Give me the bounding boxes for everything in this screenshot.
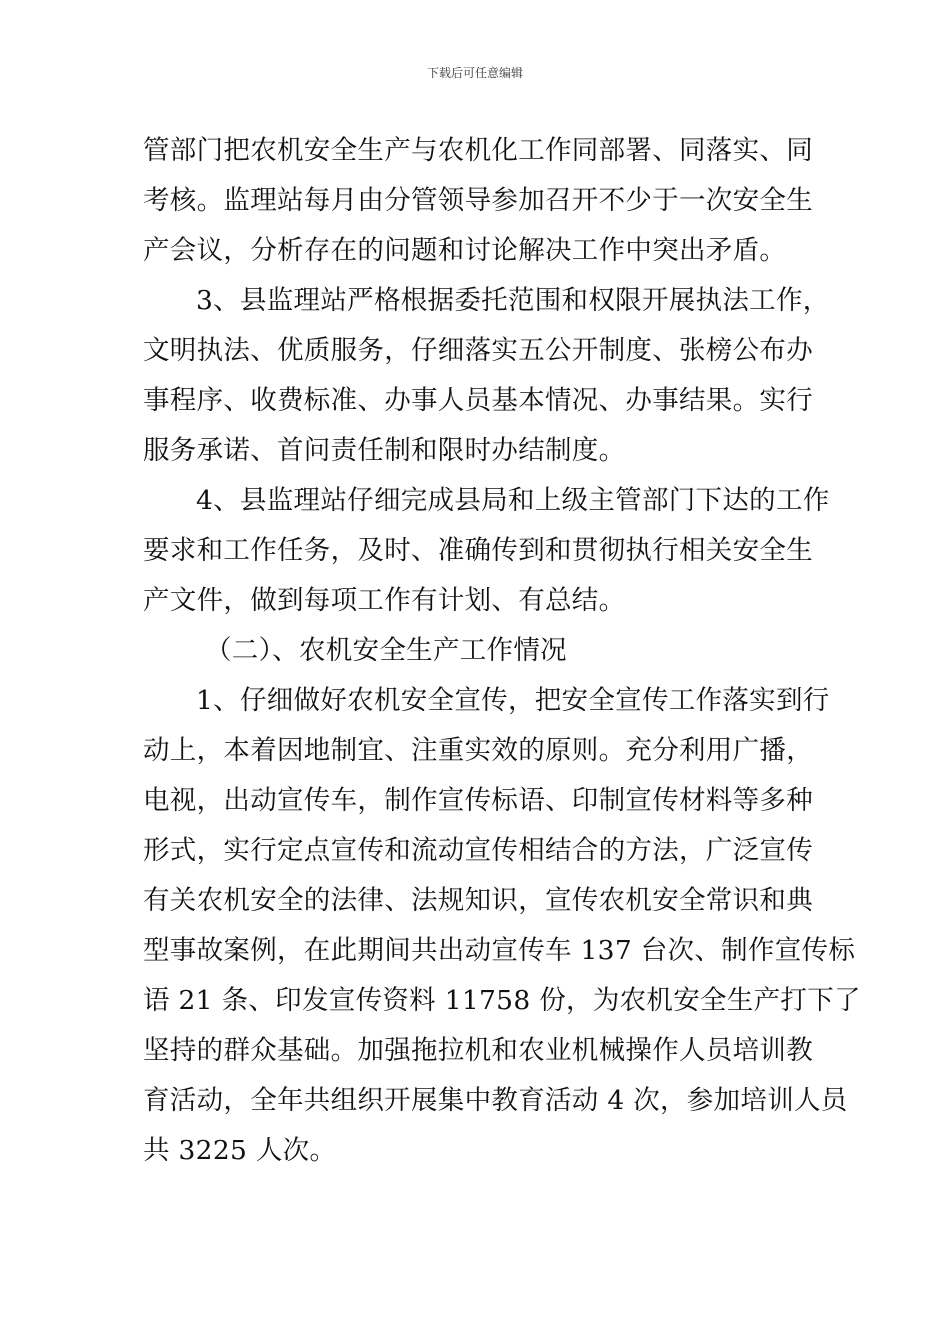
text-line: 产会议，分析存在的问题和讨论解决工作中突出矛盾。 (143, 235, 787, 266)
text-line: 坚持的群众基础。加强拖拉机和农业机械操作人员培训教 (143, 1035, 813, 1066)
text-line: 共 3225 人次。 (143, 1135, 337, 1166)
text-line: 电视，出动宣传车，制作宣传标语、印制宣传材料等多种 (143, 785, 813, 816)
text-line: 事程序、收费标准、办事人员基本情况、办事结果。实行 (143, 385, 813, 416)
text-line: 考核。监理站每月由分管领导参加召开不少于一次安全生 (143, 185, 813, 216)
paragraph-item-3 (143, 276, 830, 476)
text-line: 4、县监理站仔细完成县局和上级主管部门下达的工作 (196, 485, 830, 516)
text-line: 服务承诺、首问责任制和限时办结制度。 (143, 435, 626, 466)
text-line: 产文件，做到每项工作有计划、有总结。 (143, 585, 626, 616)
section-heading-text: （二）、农机安全生产工作情况 (205, 635, 567, 666)
text-line: 形式，实行定点宣传和流动宣传相结合的方法，广泛宣传 (143, 835, 813, 866)
section-heading (143, 626, 808, 676)
paragraph-item-4 (143, 476, 830, 626)
text-line: 型事故案例，在此期间共出动宣传车 137 台次、制作宣传标 (143, 935, 856, 966)
text-line: 动上，本着因地制宜、注重实效的原则。充分利用广播， (143, 735, 813, 766)
text-line: 育活动，全年共组织开展集中教育活动 4 次，参加培训人员 (143, 1085, 848, 1116)
paragraph-item-1 (143, 676, 861, 1176)
text-line: 要求和工作任务，及时、准确传到和贯彻执行相关安全生 (143, 535, 813, 566)
text-line: 1、仔细做好农机安全宣传，把安全宣传工作落实到行 (196, 685, 830, 716)
document-body (143, 126, 861, 1176)
text-line: 有关农机安全的法律、法规知识，宣传农机安全常识和典 (143, 885, 813, 916)
text-line: 管部门把农机安全生产与农机化工作同部署、同落实、同 (143, 135, 813, 166)
text-line: 文明执法、优质服务，仔细落实五公开制度、张榜公布办 (143, 335, 813, 366)
text-line: 语 21 条、印发宣传资料 11758 份，为农机安全生产打下了 (143, 985, 861, 1016)
paragraph-continuation (143, 126, 813, 276)
text-line: 3、县监理站严格根据委托范围和权限开展执法工作， (196, 285, 830, 316)
page-header: 下载后可任意编辑 (426, 66, 523, 80)
